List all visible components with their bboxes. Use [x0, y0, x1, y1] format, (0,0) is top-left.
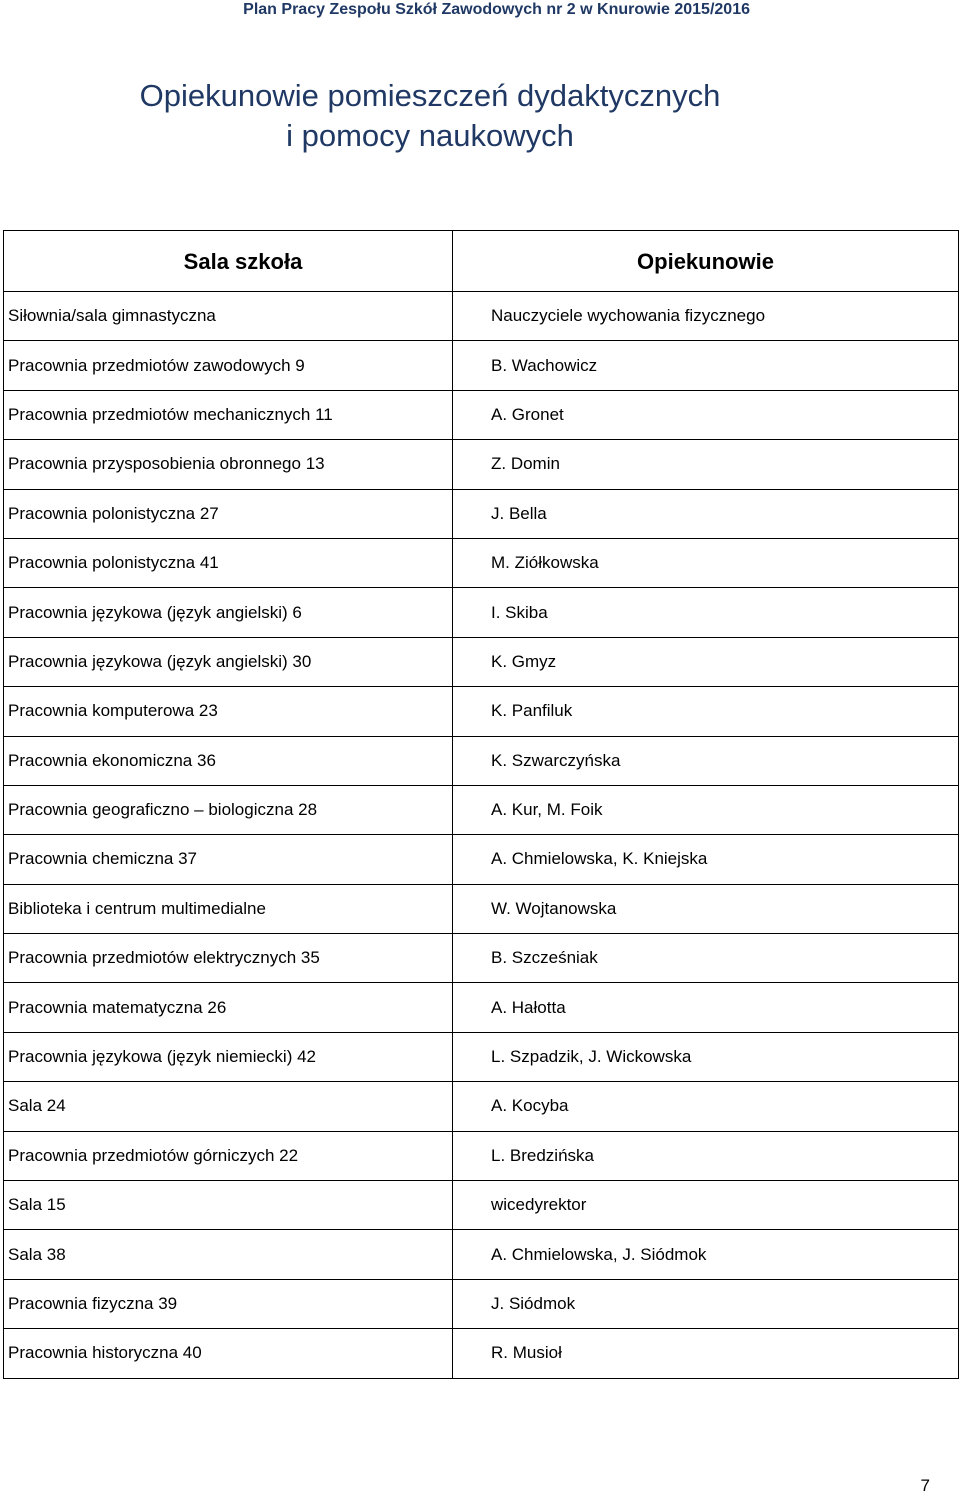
room-cell: Pracownia przedmiotów elektrycznych 35: [4, 934, 453, 983]
page-title: [0, 76, 860, 156]
caretaker-cell: J. Siódmok: [453, 1279, 959, 1328]
caretaker-cell: Nauczyciele wychowania fizycznego: [453, 292, 959, 341]
table-row: [4, 1032, 959, 1081]
caretaker-cell: B. Wachowicz: [453, 341, 959, 390]
room-cell: Pracownia polonistyczna 41: [4, 538, 453, 587]
room-cell: Pracownia komputerowa 23: [4, 687, 453, 736]
caretaker-cell: A. Kocyba: [453, 1082, 959, 1131]
caretaker-cell: W. Wojtanowska: [453, 884, 959, 933]
room-cell: Pracownia geograficzno – biologiczna 28: [4, 785, 453, 834]
table-row: [4, 341, 959, 390]
room-cell: Pracownia językowa (język niemiecki) 42: [4, 1032, 453, 1081]
room-cell: Sala 15: [4, 1181, 453, 1230]
room-cell: Siłownia/sala gimnastyczna: [4, 292, 453, 341]
room-cell: Pracownia przysposobienia obronnego 13: [4, 440, 453, 489]
table-row: [4, 292, 959, 341]
room-cell: Pracownia fizyczna 39: [4, 1279, 453, 1328]
room-cell: Pracownia językowa (język angielski) 30: [4, 637, 453, 686]
table-row: [4, 440, 959, 489]
caretaker-cell: L. Szpadzik, J. Wickowska: [453, 1032, 959, 1081]
room-cell: Pracownia przedmiotów mechanicznych 11: [4, 390, 453, 439]
room-cell: Pracownia językowa (język angielski) 6: [4, 588, 453, 637]
caretaker-cell: A. Hałotta: [453, 983, 959, 1032]
page-title-line-2: i pomocy naukowych: [286, 118, 574, 153]
running-header: Plan Pracy Zespołu Szkół Zawodowych nr 2 w Knurowie 2015/2016: [243, 1, 750, 18]
caretaker-cell: R. Musioł: [453, 1329, 959, 1378]
column-header-room: Sala szkoła: [4, 231, 453, 292]
caretaker-cell: K. Szwarczyńska: [453, 736, 959, 785]
room-cell: Pracownia przedmiotów zawodowych 9: [4, 341, 453, 390]
room-cell: Sala 38: [4, 1230, 453, 1279]
rooms-table: [3, 230, 959, 1379]
room-cell: Pracownia matematyczna 26: [4, 983, 453, 1032]
caretaker-cell: K. Panfiluk: [453, 687, 959, 736]
table-row: [4, 736, 959, 785]
table-row: [4, 637, 959, 686]
table-row: [4, 1181, 959, 1230]
room-cell: Pracownia ekonomiczna 36: [4, 736, 453, 785]
room-cell: Pracownia historyczna 40: [4, 1329, 453, 1378]
room-cell: Pracownia przedmiotów górniczych 22: [4, 1131, 453, 1180]
caretaker-cell: A. Kur, M. Foik: [453, 785, 959, 834]
table-row: [4, 588, 959, 637]
table-row: [4, 1329, 959, 1378]
table-row: [4, 1082, 959, 1131]
table-header-row: [4, 231, 959, 292]
table-body: [4, 292, 959, 1379]
room-cell: Sala 24: [4, 1082, 453, 1131]
page-title-line-1: Opiekunowie pomieszczeń dydaktycznych: [139, 78, 721, 113]
caretaker-cell: A. Gronet: [453, 390, 959, 439]
table-row: [4, 1131, 959, 1180]
caretaker-cell: J. Bella: [453, 489, 959, 538]
table-row: [4, 687, 959, 736]
table-row: [4, 538, 959, 587]
room-cell: Pracownia polonistyczna 27: [4, 489, 453, 538]
table-row: [4, 1230, 959, 1279]
caretaker-cell: M. Ziółkowska: [453, 538, 959, 587]
caretaker-cell: L. Bredzińska: [453, 1131, 959, 1180]
caretaker-cell: A. Chmielowska, K. Kniejska: [453, 835, 959, 884]
caretaker-cell: B. Szcześniak: [453, 934, 959, 983]
column-header-caretaker: Opiekunowie: [453, 231, 959, 292]
caretaker-cell: Z. Domin: [453, 440, 959, 489]
table-row: [4, 390, 959, 439]
room-cell: Biblioteka i centrum multimedialne: [4, 884, 453, 933]
room-cell: Pracownia chemiczna 37: [4, 835, 453, 884]
caretaker-cell: A. Chmielowska, J. Siódmok: [453, 1230, 959, 1279]
table-row: [4, 785, 959, 834]
page-number: 7: [920, 1476, 930, 1495]
table-row: [4, 934, 959, 983]
caretaker-cell: K. Gmyz: [453, 637, 959, 686]
table-row: [4, 489, 959, 538]
caretaker-cell: I. Skiba: [453, 588, 959, 637]
table-row: [4, 835, 959, 884]
table-row: [4, 983, 959, 1032]
table-row: [4, 1279, 959, 1328]
table-row: [4, 884, 959, 933]
caretaker-cell: wicedyrektor: [453, 1181, 959, 1230]
